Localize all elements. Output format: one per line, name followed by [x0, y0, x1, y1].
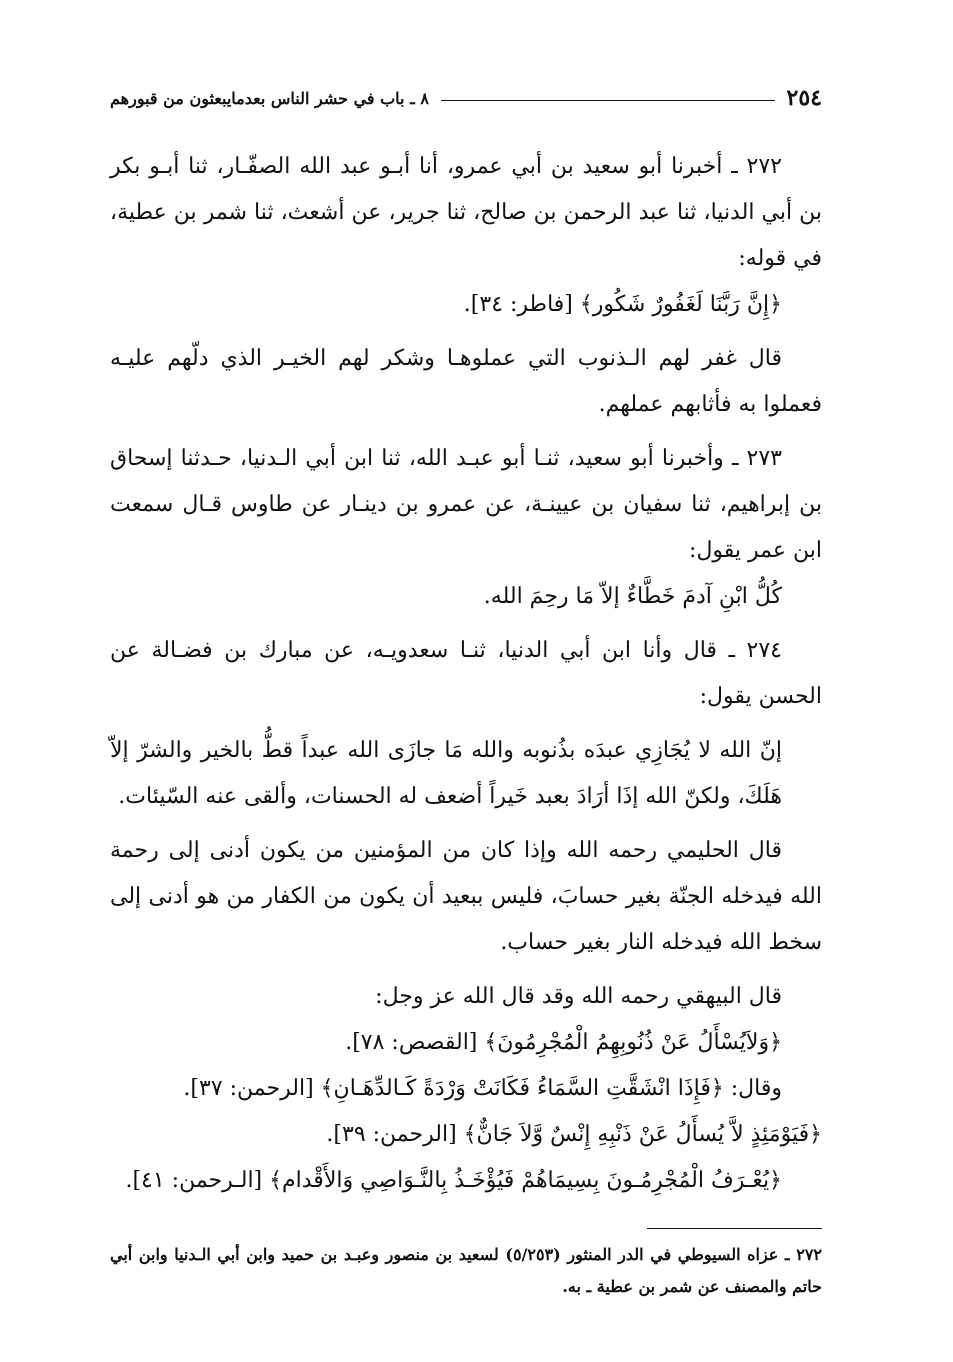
quran-verse-rahman-41: ﴿يُعْـرَفُ الْمُجْرِمُـونَ بِسِيمَاهُمْ فَيُؤْخَـذُ بِالنَّـوَاصِي وَالأَقْدام﴾ [الـرحمن: ٤١]. [125, 1168, 782, 1193]
quran-verse-rahman-39: ﴿فَيَوْمَئِذٍ لاَّ يُسأَلُ عَنْ ذَنْبِهِ إِنْسٌ وَّلاَ جَانٌّ﴾ [الرحمن: ٣٩]. [326, 1122, 822, 1147]
bayhaqi-intro: قال البيهقي رحمه الله وقد قال الله عز وجل: [375, 984, 782, 1009]
footnote-rule [647, 1228, 822, 1229]
hadith-273-quote: كُلُّ ابْنِ آدمَ خَطَّاءٌ إلاّ مَا رحِمَ الله. [483, 584, 782, 609]
header-rule [441, 100, 775, 101]
hadith-274-chain: ٢٧٤ ـ قال وأنا ابن أبي الدنيا، ثنـا سعدويـه، عن مبارك بن فضـالة عن الحسن يقول: [110, 638, 822, 709]
quran-verse-rahman-37: وقال: ﴿فَإِذَا انْشَقَّتِ السَّمَاءُ فَكَانَتْ وَرْدَةً كَـالدِّهَـانِ﴾ [الرحمن: ٣٧]. [183, 1076, 782, 1101]
running-head [110, 80, 822, 116]
chapter-title: ٨ ـ باب في حشر الناس بعدمايبعثون من قبورهم [110, 88, 429, 108]
quran-verse-fatir: ﴿إِنَّ رَبَّنَا لَغَفُورٌ شَكُور﴾ [فاطر: ٣٤]. [463, 292, 782, 317]
body-text [110, 144, 822, 1204]
page-number: ٢٥٤ [786, 85, 822, 111]
hadith-274-quote: إنّ الله لا يُجَازِي عبدَه بذُنوبه والله مَا جازَى الله عبداً قطُّ بالخير والشرّ إلاّ هَلَكَ، ولكنّ الله إذَا أرَادَ بعبد خَيراً أضعف له الحسنات، وألقى عنه السّيئات. [110, 738, 782, 809]
book-page [110, 80, 822, 1319]
hadith-272-chain: ٢٧٢ ـ أخبرنا أبو سعيد بن أبي عمرو، أنا أبـو عبد الله الصفّـار، ثنا أبـو بكر بن أبي الدنيا، ثنا عبد الرحمن بن صالح، ثنا جرير، عن أشعث، ثنا شمر بن عطية، في قوله: [110, 154, 822, 271]
footnote-272: ٢٧٢ ـ عزاه السيوطي في الدر المنثور (٥/٢٥٣) لسعيد بن منصور وعبـد بن حميد وابن أبي الـدنيا وابن أبي حاتم والمصنف عن شمر بن عطية ـ به. [110, 1245, 822, 1296]
halimi-paragraph: قال الحليمي رحمه الله وإذا كان من المؤمنين من يكون أدنى إلى رحمة الله فيدخله الجنّة بغير حسابَ، فليس ببعيد أن يكون من الكفار من هو أدنى إلى سخط الله فيدخله النار بغير حساب. [110, 838, 822, 955]
hadith-273-chain: ٢٧٣ ـ وأخبرنا أبو سعيد، ثنـا أبو عبـد الله، ثنا ابن أبي الـدنيا، حـدثنا إسحاق بن إبراهيم، ثنا سفيان بن عيينـة، عن عمرو بن دينـار عن طاوس قـال سمعت ابن عمر يقول: [110, 446, 823, 563]
quran-verse-qasas: ﴿وَلاَيُسْأَلُ عَنْ ذُنُوبِهِمُ الْمُجْرِمُونَ﴾ [القصص: ٧٨]. [345, 1030, 782, 1055]
commentary-paragraph: قال غفر لهم الـذنوب التي عملوهـا وشكر لهم الخيـر الذي دلّهم عليـه فعملوا به فأثابهم عملهم. [110, 346, 822, 417]
